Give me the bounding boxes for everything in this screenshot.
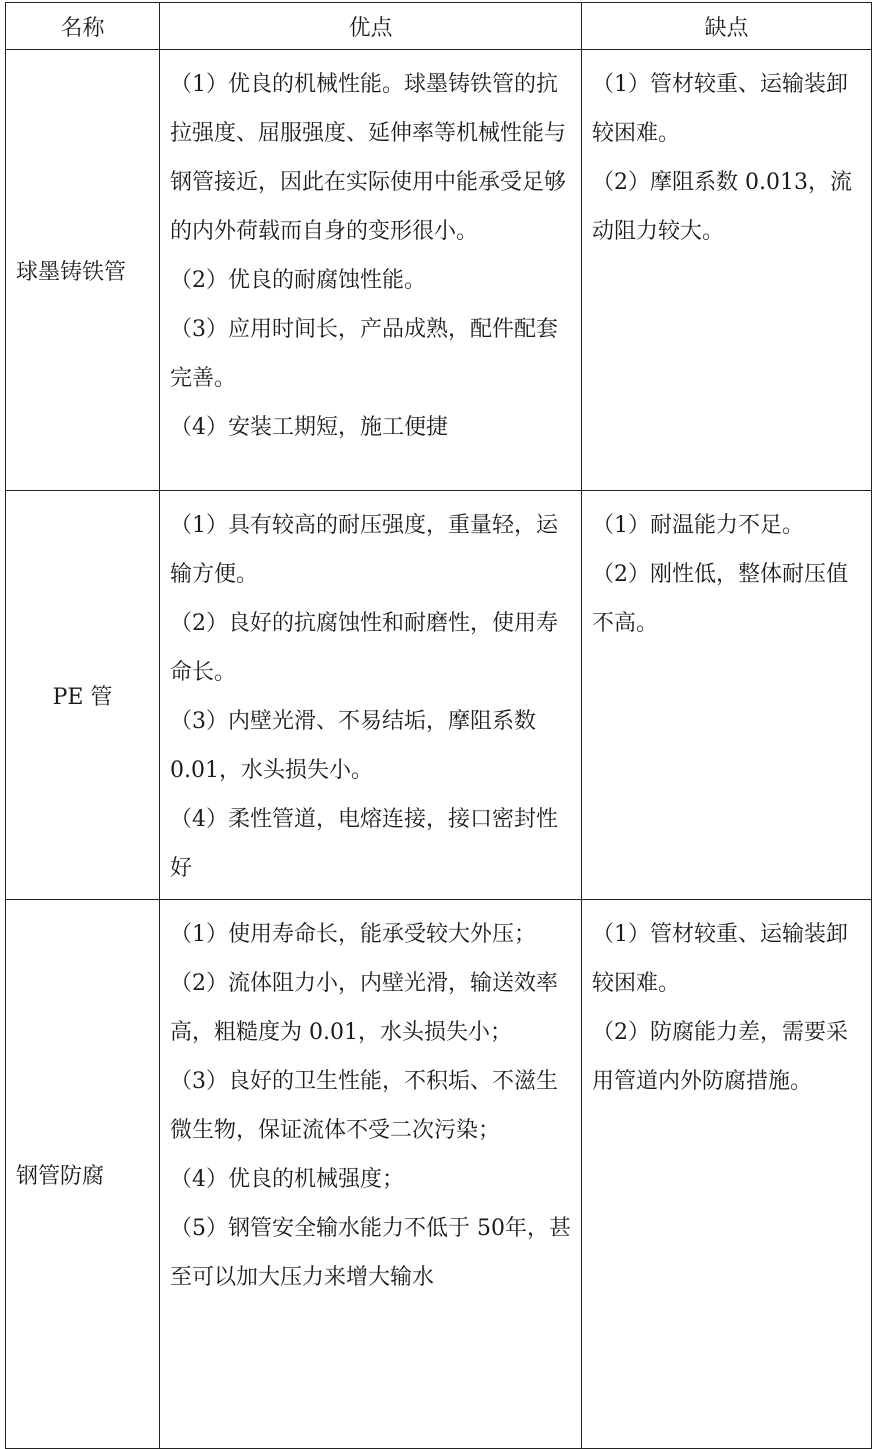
advantage-item: （1）具有较高的耐压强度，重量轻，运输方便。 (170, 513, 558, 587)
advantage-item: （3）应用时间长，产品成熟，配件配套完善。 (170, 317, 558, 391)
advantage-item: （4）柔性管道，电熔连接，接口密封性好 (170, 807, 558, 881)
advantage-item: （4）安装工期短，施工便捷 (170, 415, 448, 440)
table-row-steel (6, 900, 872, 1449)
advantage-item: （2）流体阻力小，内壁光滑，输送效率高，粗糙度为 0.01，水头损失小； (170, 971, 558, 1045)
pipe-name-cell: PE 管 (6, 491, 160, 900)
disadvantages-cell (582, 491, 872, 900)
disadvantages-cell (582, 900, 872, 1449)
advantages-clip (170, 910, 571, 1442)
disadvantages-cell (582, 50, 872, 491)
advantage-item: （1）使用寿命长，能承受较大外压； (170, 922, 536, 947)
disadvantage-item: （1）管材较重、运输装卸较困难。 (592, 72, 848, 146)
header-row (6, 3, 872, 50)
advantage-item: （1）优良的机械性能。球墨铸铁管的抗拉强度、屈服强度、延伸率等机械性能与钢管接近，因此在实际使用中能承受足够的内外荷载而自身的变形很小。 (170, 72, 567, 244)
advantages-cell (160, 50, 582, 491)
disadvantage-item: （2）防腐能力差，需要采用管道内外防腐措施。 (592, 1020, 848, 1094)
disadvantage-item: （2）摩阻系数 0.013，流动阻力较大。 (592, 170, 852, 244)
advantages-cell (160, 491, 582, 900)
advantage-item: （3）内壁光滑、不易结垢，摩阻系数 0.01，水头损失小。 (170, 709, 536, 783)
advantage-item: （4）优良的机械强度； (170, 1167, 404, 1192)
advantage-item: （2）良好的抗腐蚀性和耐磨性，使用寿命长。 (170, 611, 558, 685)
disadvantage-item: （1）管材较重、运输装卸较困难。 (592, 922, 848, 996)
advantage-item: （3）良好的卫生性能，不积垢、不滋生微生物，保证流体不受二次污染； (170, 1069, 558, 1143)
advantages-cell (160, 900, 582, 1449)
table-row-ductile-iron (6, 50, 872, 491)
table-row-pe (6, 491, 872, 900)
header-name: 名称 (6, 3, 160, 50)
disadvantage-item: （2）刚性低，整体耐压值不高。 (592, 562, 848, 636)
header-disadvantages: 缺点 (582, 3, 872, 50)
pipe-name-cell: 球墨铸铁管 (6, 50, 160, 491)
pipe-comparison-table (5, 2, 872, 1449)
advantage-item: （2）优良的耐腐蚀性能。 (170, 268, 426, 293)
disadvantage-item: （1）耐温能力不足。 (592, 513, 804, 538)
pipe-name-cell: 钢管防腐 (6, 900, 160, 1449)
advantage-item: （5）钢管安全输水能力不低于 50年，甚至可以加大压力来增大输水 (170, 1216, 571, 1290)
header-advantages: 优点 (160, 3, 582, 50)
